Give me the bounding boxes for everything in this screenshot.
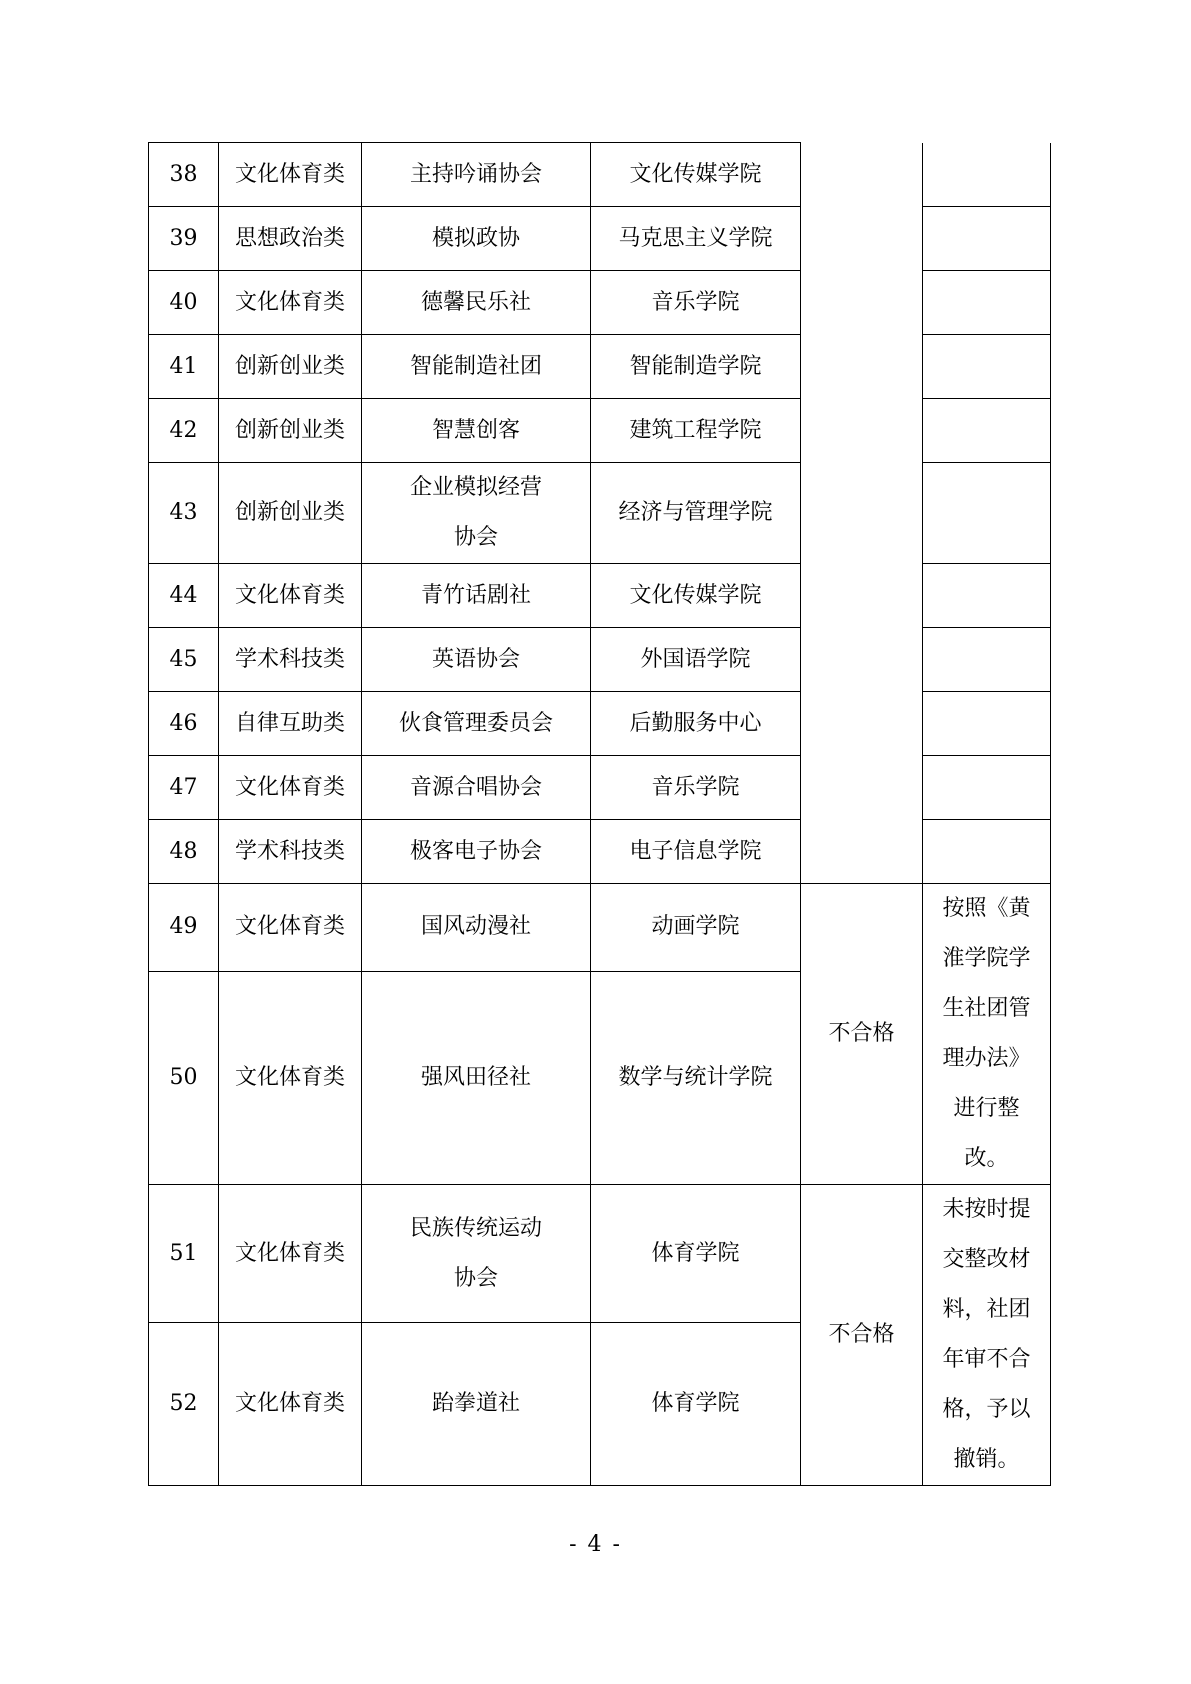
row-number: 41 — [149, 335, 219, 399]
row-number: 46 — [149, 692, 219, 756]
note-cell-empty — [923, 335, 1051, 399]
result-cell-empty — [801, 143, 923, 884]
row-number: 50 — [149, 971, 219, 1184]
club-college: 智能制造学院 — [591, 335, 801, 399]
club-name: 跆拳道社 — [362, 1323, 591, 1486]
note-line: 料，社团 — [942, 1297, 1031, 1322]
club-name-line: 协会 — [453, 1265, 498, 1291]
note-line: 改。 — [964, 1146, 1009, 1171]
note-cell-empty — [923, 692, 1051, 756]
club-name: 国风动漫社 — [362, 884, 591, 972]
club-category: 文化体育类 — [219, 1323, 362, 1486]
club-category: 创新创业类 — [219, 335, 362, 399]
note-line: 交整改材 — [942, 1247, 1031, 1272]
club-college: 马克思主义学院 — [591, 207, 801, 271]
club-name — [362, 1185, 591, 1323]
note-line: 未按时提 — [942, 1197, 1031, 1222]
note-line: 格，予以 — [942, 1397, 1031, 1422]
club-college: 电子信息学院 — [591, 820, 801, 884]
row-number: 44 — [149, 564, 219, 628]
club-name: 伙食管理委员会 — [362, 692, 591, 756]
club-name: 英语协会 — [362, 628, 591, 692]
table-row — [149, 884, 1051, 972]
club-college: 后勤服务中心 — [591, 692, 801, 756]
note-cell-empty — [923, 207, 1051, 271]
row-number: 51 — [149, 1185, 219, 1323]
note-line: 进行整 — [953, 1096, 1020, 1121]
note-cell-empty — [923, 271, 1051, 335]
club-name: 主持吟诵协会 — [362, 143, 591, 207]
club-name: 青竹话剧社 — [362, 564, 591, 628]
note-cell-empty — [923, 756, 1051, 820]
club-category: 创新创业类 — [219, 463, 362, 564]
club-college: 音乐学院 — [591, 756, 801, 820]
row-number: 52 — [149, 1323, 219, 1486]
club-category: 思想政治类 — [219, 207, 362, 271]
club-name: 强风田径社 — [362, 971, 591, 1184]
note-cell-empty — [923, 564, 1051, 628]
row-number: 49 — [149, 884, 219, 972]
club-college: 文化传媒学院 — [591, 143, 801, 207]
club-name-line: 企业模拟经营 — [409, 475, 542, 500]
row-number: 45 — [149, 628, 219, 692]
club-category: 自律互助类 — [219, 692, 362, 756]
page-number: - 4 - — [569, 1532, 622, 1557]
club-category: 文化体育类 — [219, 271, 362, 335]
club-category: 文化体育类 — [219, 143, 362, 207]
note-cell-empty — [923, 143, 1051, 207]
club-college: 建筑工程学院 — [591, 399, 801, 463]
club-audit-table — [148, 142, 1051, 1486]
club-name: 模拟政协 — [362, 207, 591, 271]
club-college: 外国语学院 — [591, 628, 801, 692]
club-category: 文化体育类 — [219, 1185, 362, 1323]
club-category: 学术科技类 — [219, 820, 362, 884]
row-number: 48 — [149, 820, 219, 884]
club-college: 体育学院 — [591, 1185, 801, 1323]
club-name: 极客电子协会 — [362, 820, 591, 884]
club-category: 文化体育类 — [219, 564, 362, 628]
row-number: 40 — [149, 271, 219, 335]
club-name: 音源合唱协会 — [362, 756, 591, 820]
club-category: 文化体育类 — [219, 971, 362, 1184]
note-cell-empty — [923, 399, 1051, 463]
note-line: 撤销。 — [953, 1447, 1020, 1472]
club-category: 创新创业类 — [219, 399, 362, 463]
table-row — [149, 1185, 1051, 1323]
note-line: 生社团管 — [942, 996, 1031, 1021]
row-number: 38 — [149, 143, 219, 207]
club-name: 智慧创客 — [362, 399, 591, 463]
note-line: 理办法》 — [942, 1046, 1031, 1071]
club-college: 动画学院 — [591, 884, 801, 972]
club-name: 德馨民乐社 — [362, 271, 591, 335]
table-row — [149, 143, 1051, 207]
audit-result: 不合格 — [801, 884, 923, 1185]
club-name — [362, 463, 591, 564]
row-number: 42 — [149, 399, 219, 463]
note-line: 淮学院学 — [942, 946, 1031, 971]
club-name-line: 民族传统运动 — [409, 1215, 542, 1241]
audit-note — [923, 1185, 1051, 1486]
club-name-line: 协会 — [453, 525, 498, 550]
row-number: 43 — [149, 463, 219, 564]
club-college: 文化传媒学院 — [591, 564, 801, 628]
note-line: 年审不合 — [942, 1347, 1031, 1372]
club-college: 经济与管理学院 — [591, 463, 801, 564]
club-college: 体育学院 — [591, 1323, 801, 1486]
note-cell-empty — [923, 820, 1051, 884]
audit-result: 不合格 — [801, 1185, 923, 1486]
club-category: 文化体育类 — [219, 756, 362, 820]
club-category: 学术科技类 — [219, 628, 362, 692]
club-college: 音乐学院 — [591, 271, 801, 335]
club-college: 数学与统计学院 — [591, 971, 801, 1184]
club-category: 文化体育类 — [219, 884, 362, 972]
note-line: 按照《黄 — [942, 896, 1031, 921]
note-cell-empty — [923, 463, 1051, 564]
note-cell-empty — [923, 628, 1051, 692]
club-name: 智能制造社团 — [362, 335, 591, 399]
row-number: 47 — [149, 756, 219, 820]
audit-note — [923, 884, 1051, 1185]
row-number: 39 — [149, 207, 219, 271]
